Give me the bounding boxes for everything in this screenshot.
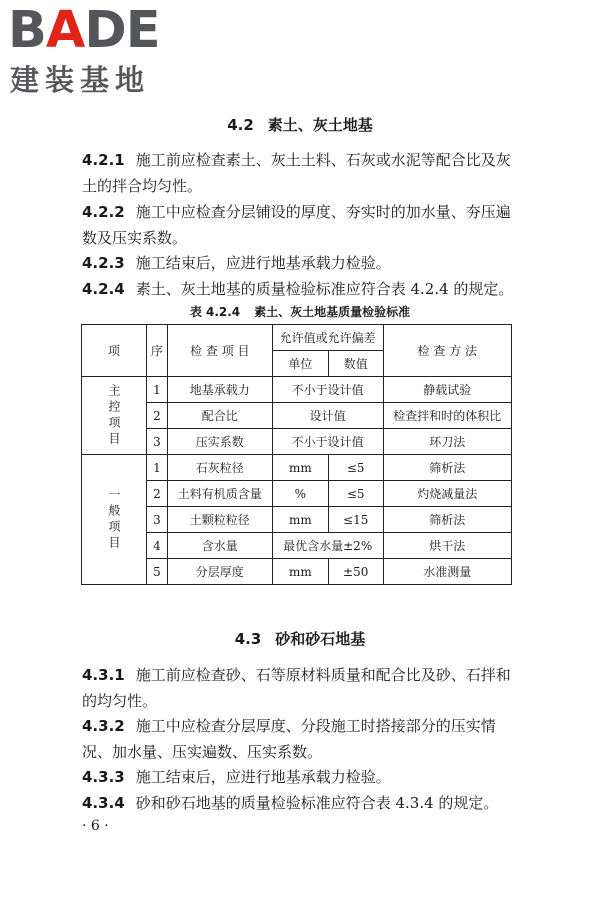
row-no: 4 <box>147 533 168 559</box>
row-value: ≤5 <box>328 481 383 507</box>
table-row <box>82 507 512 533</box>
row-item: 配合比 <box>167 403 272 429</box>
row-item: 石灰粒径 <box>167 455 272 481</box>
clause-4-2-1: 4.2.1 施工前应检查素土、灰土土料、石灰或水泥等配合比及灰土的拌合均匀性。 <box>82 151 511 195</box>
row-unit: mm <box>272 559 328 585</box>
row-method: 筛析法 <box>383 507 511 533</box>
row-no: 3 <box>147 507 168 533</box>
row-item: 土料有机质含量 <box>167 481 272 507</box>
clause-4-3-2: 4.3.2 施工中应检查分层厚度、分段施工时搭接部分的压实情况、加水量、压实遍数、压实系数。 <box>82 717 496 761</box>
table-row <box>82 455 512 481</box>
clause-4-2-3: 4.2.3 施工结束后，应进行地基承载力检验。 <box>82 254 391 272</box>
clause-4-3-3: 4.3.3 施工结束后，应进行地基承载力检验。 <box>82 768 391 786</box>
header-item: 检 查 项 目 <box>167 325 272 377</box>
row-method: 灼烧减量法 <box>383 481 511 507</box>
table-row <box>82 559 512 585</box>
row-allowance: 不小于设计值 <box>272 377 383 403</box>
table-row <box>82 481 512 507</box>
row-unit: mm <box>272 455 328 481</box>
row-method: 烘干法 <box>383 533 511 559</box>
row-item: 压实系数 <box>167 429 272 455</box>
row-value: ≤15 <box>328 507 383 533</box>
quality-standard-table <box>81 324 512 585</box>
row-no: 2 <box>147 403 168 429</box>
table-row <box>82 429 512 455</box>
clause-4-3-1: 4.3.1 施工前应检查砂、石等原材料质量和配合比及砂、石拌和的均匀性。 <box>82 666 511 710</box>
row-no: 5 <box>147 559 168 585</box>
clause-4-3-4: 4.3.4 砂和砂石地基的质量检验标准应符合表 4.3.4 的规定。 <box>82 794 499 812</box>
table-row <box>82 533 512 559</box>
table-header-row <box>82 325 512 351</box>
row-allowance: 最优含水量±2% <box>272 533 383 559</box>
row-item: 地基承载力 <box>167 377 272 403</box>
header-no: 序 <box>147 325 168 377</box>
header-method: 检 查 方 法 <box>383 325 511 377</box>
header-value: 数值 <box>328 351 383 377</box>
row-item: 含水量 <box>167 533 272 559</box>
main-control-category: 主控项目 <box>82 377 147 455</box>
table-row <box>82 403 512 429</box>
row-no: 2 <box>147 481 168 507</box>
row-method: 静载试验 <box>383 377 511 403</box>
page-number: · 6 · <box>82 818 109 834</box>
row-value: ±50 <box>328 559 383 585</box>
logo-chinese-text: 建装基地 <box>10 63 151 97</box>
header-unit: 单位 <box>272 351 328 377</box>
clause-4-2-2: 4.2.2 施工中应检查分层铺设的厚度、夯实时的加水量、夯压遍数及压实系数。 <box>82 203 511 247</box>
row-allowance: 设计值 <box>272 403 383 429</box>
clause-4-2-4: 4.2.4 素土、灰土地基的质量检验标准应符合表 4.2.4 的规定。 <box>82 280 514 298</box>
header-allowance: 允许值或允许偏差 <box>272 325 383 351</box>
row-method: 水准测量 <box>383 559 511 585</box>
logo-wordmark: BADE <box>8 1 160 60</box>
row-no: 1 <box>147 377 168 403</box>
table-row <box>82 377 512 403</box>
row-method: 筛析法 <box>383 455 511 481</box>
bade-logo <box>8 1 178 97</box>
row-item: 分层厚度 <box>167 559 272 585</box>
row-method: 环刀法 <box>383 429 511 455</box>
section-4-2-heading: 4.2 素土、灰土地基 <box>227 116 373 134</box>
table-caption: 表 4.2.4 素土、灰土地基质量检验标准 <box>189 305 411 319</box>
general-category: 一般项目 <box>82 455 147 585</box>
row-unit: mm <box>272 507 328 533</box>
row-unit: % <box>272 481 328 507</box>
row-value: ≤5 <box>328 455 383 481</box>
row-item: 土颗粒粒径 <box>167 507 272 533</box>
row-no: 3 <box>147 429 168 455</box>
section-4-3-heading: 4.3 砂和砂石地基 <box>234 630 366 648</box>
header-category: 项 <box>82 325 147 377</box>
row-allowance: 不小于设计值 <box>272 429 383 455</box>
row-no: 1 <box>147 455 168 481</box>
row-method: 检查拌和时的体积比 <box>383 403 511 429</box>
